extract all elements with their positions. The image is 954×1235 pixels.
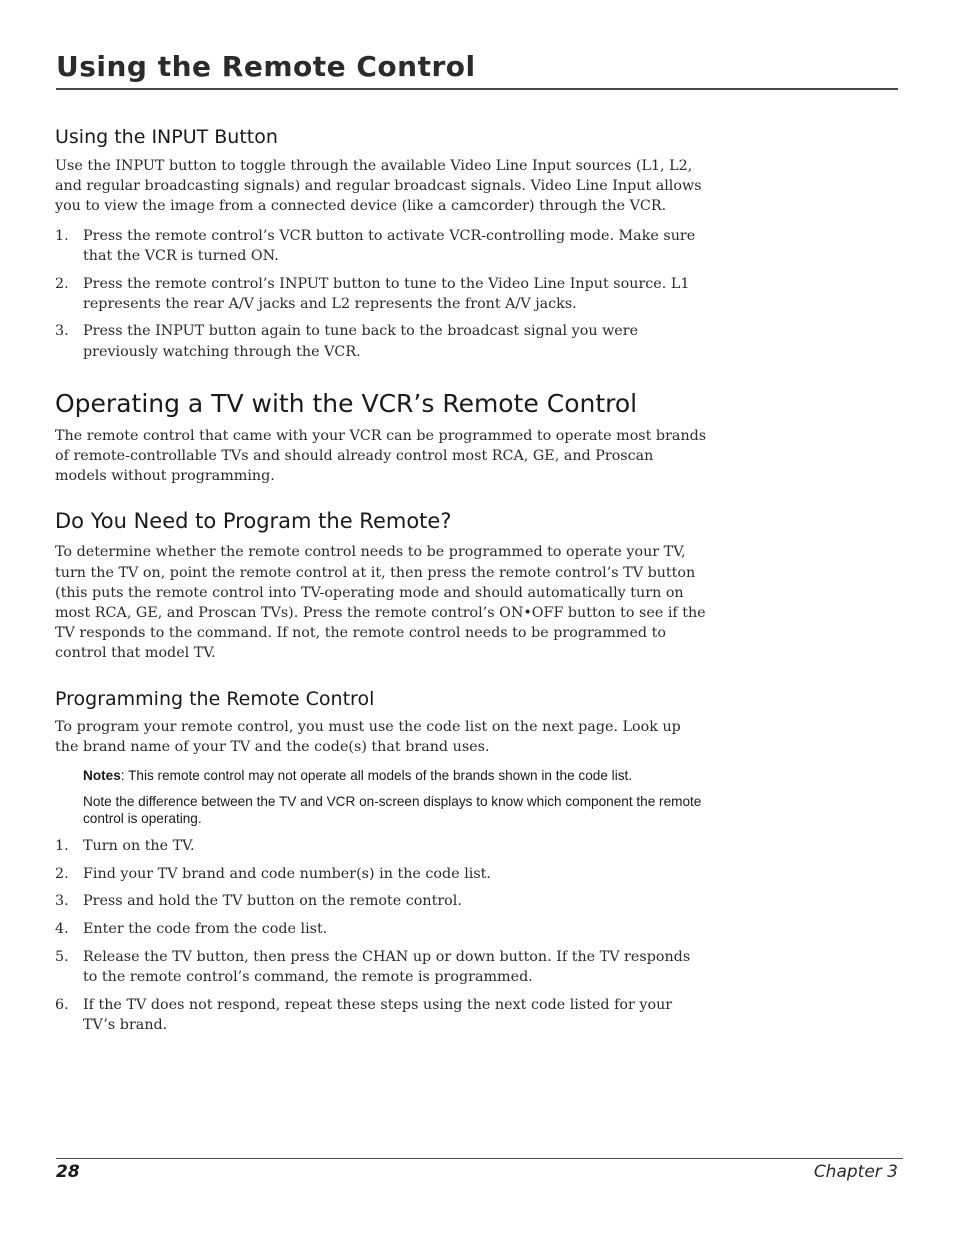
list-item	[55, 919, 707, 939]
step-text: Press the remote control’s INPUT button to tune to the Video Line Input source. L1 represents the rear A/V jacks and L2 represents the front A/V jacks.	[83, 275, 690, 312]
note-1	[83, 767, 707, 784]
list-item	[55, 947, 707, 987]
step-text: Press and hold the TV button on the remote control.	[83, 893, 462, 910]
step-number: 6.	[55, 996, 69, 1013]
chapter-label: Chapter 3	[813, 1162, 898, 1182]
step-text: If the TV does not respond, repeat these steps using the next code listed for your TV’s brand.	[83, 996, 673, 1033]
need-program-body: To determine whether the remote control needs to be programmed to operate your TV, turn the TV on, point the remote control at it, then press the remote control’s TV button (this puts the remote control into TV-operating mode and should automatically turn on most RCA, GE, and Proscan TVs). Press the remote control’s ON•OFF button to see if the TV responds to the command. If not, the remote control needs to be programmed to control that model TV.	[55, 544, 706, 662]
step-text: Press the INPUT button again to tune back to the broadcast signal you were previously watching through the VCR.	[83, 323, 639, 360]
header-divider	[56, 88, 898, 90]
step-text: Release the TV button, then press the CHAN up or down button. If the TV responds to the remote control’s command, the remote is programmed.	[83, 948, 691, 986]
step-text: Find your TV brand and code number(s) in the code list.	[83, 865, 491, 882]
list-item	[55, 864, 707, 884]
step-number: 3.	[55, 893, 69, 910]
heading-input-button: Using the INPUT Button	[55, 126, 278, 148]
list-item	[55, 226, 707, 266]
list-item	[55, 891, 707, 911]
note-2: Note the difference between the TV and VCR on-screen displays to know which component the remote control is operating.	[83, 794, 702, 827]
note-1-text: : This remote control may not operate all models of the brands shown in the code list.	[120, 768, 633, 784]
heading-need-program: Do You Need to Program the Remote?	[55, 509, 452, 534]
step-number: 3.	[55, 323, 69, 340]
page-number: 28	[56, 1162, 80, 1182]
main-content	[55, 124, 707, 1043]
page-header-title: Using the Remote Control	[56, 50, 476, 83]
step-number: 5.	[55, 948, 69, 965]
step-number: 2.	[55, 275, 69, 292]
heading-operating-tv: Operating a TV with the VCR’s Remote Control	[55, 388, 638, 418]
heading-programming: Programming the Remote Control	[55, 687, 375, 710]
step-number: 2.	[55, 865, 69, 882]
list-item	[55, 995, 707, 1035]
operating-tv-intro: The remote control that came with your VCR can be programmed to operate most brands of remote-controllable TVs and should already control most RCA, GE, and Proscan models without programming.	[55, 427, 707, 485]
step-text: Enter the code from the code list.	[83, 921, 328, 938]
input-button-steps	[55, 226, 707, 362]
footer-divider	[56, 1158, 903, 1159]
programming-intro: To program your remote control, you must use the code list on the next page. Look up the brand name of your TV and the code(s) that brand uses.	[55, 718, 681, 755]
list-item	[55, 274, 707, 314]
input-button-intro: Use the INPUT button to toggle through the available Video Line Input sources (L1, L2, and regular broadcasting signals) and regular broadcast signals. Video Line Input allows you to view the image from a connected device (like a camcorder) through the VCR.	[55, 158, 702, 215]
step-number: 1.	[55, 227, 69, 244]
step-number: 1.	[55, 838, 69, 855]
step-text: Turn on the TV.	[83, 838, 195, 855]
programming-steps	[55, 836, 707, 1035]
note-label: Notes	[83, 768, 121, 784]
list-item	[55, 321, 707, 361]
step-text: Press the remote control’s VCR button to activate VCR-controlling mode. Make sure that the VCR is turned ON.	[83, 227, 696, 264]
step-number: 4.	[55, 921, 69, 938]
list-item	[55, 836, 707, 856]
